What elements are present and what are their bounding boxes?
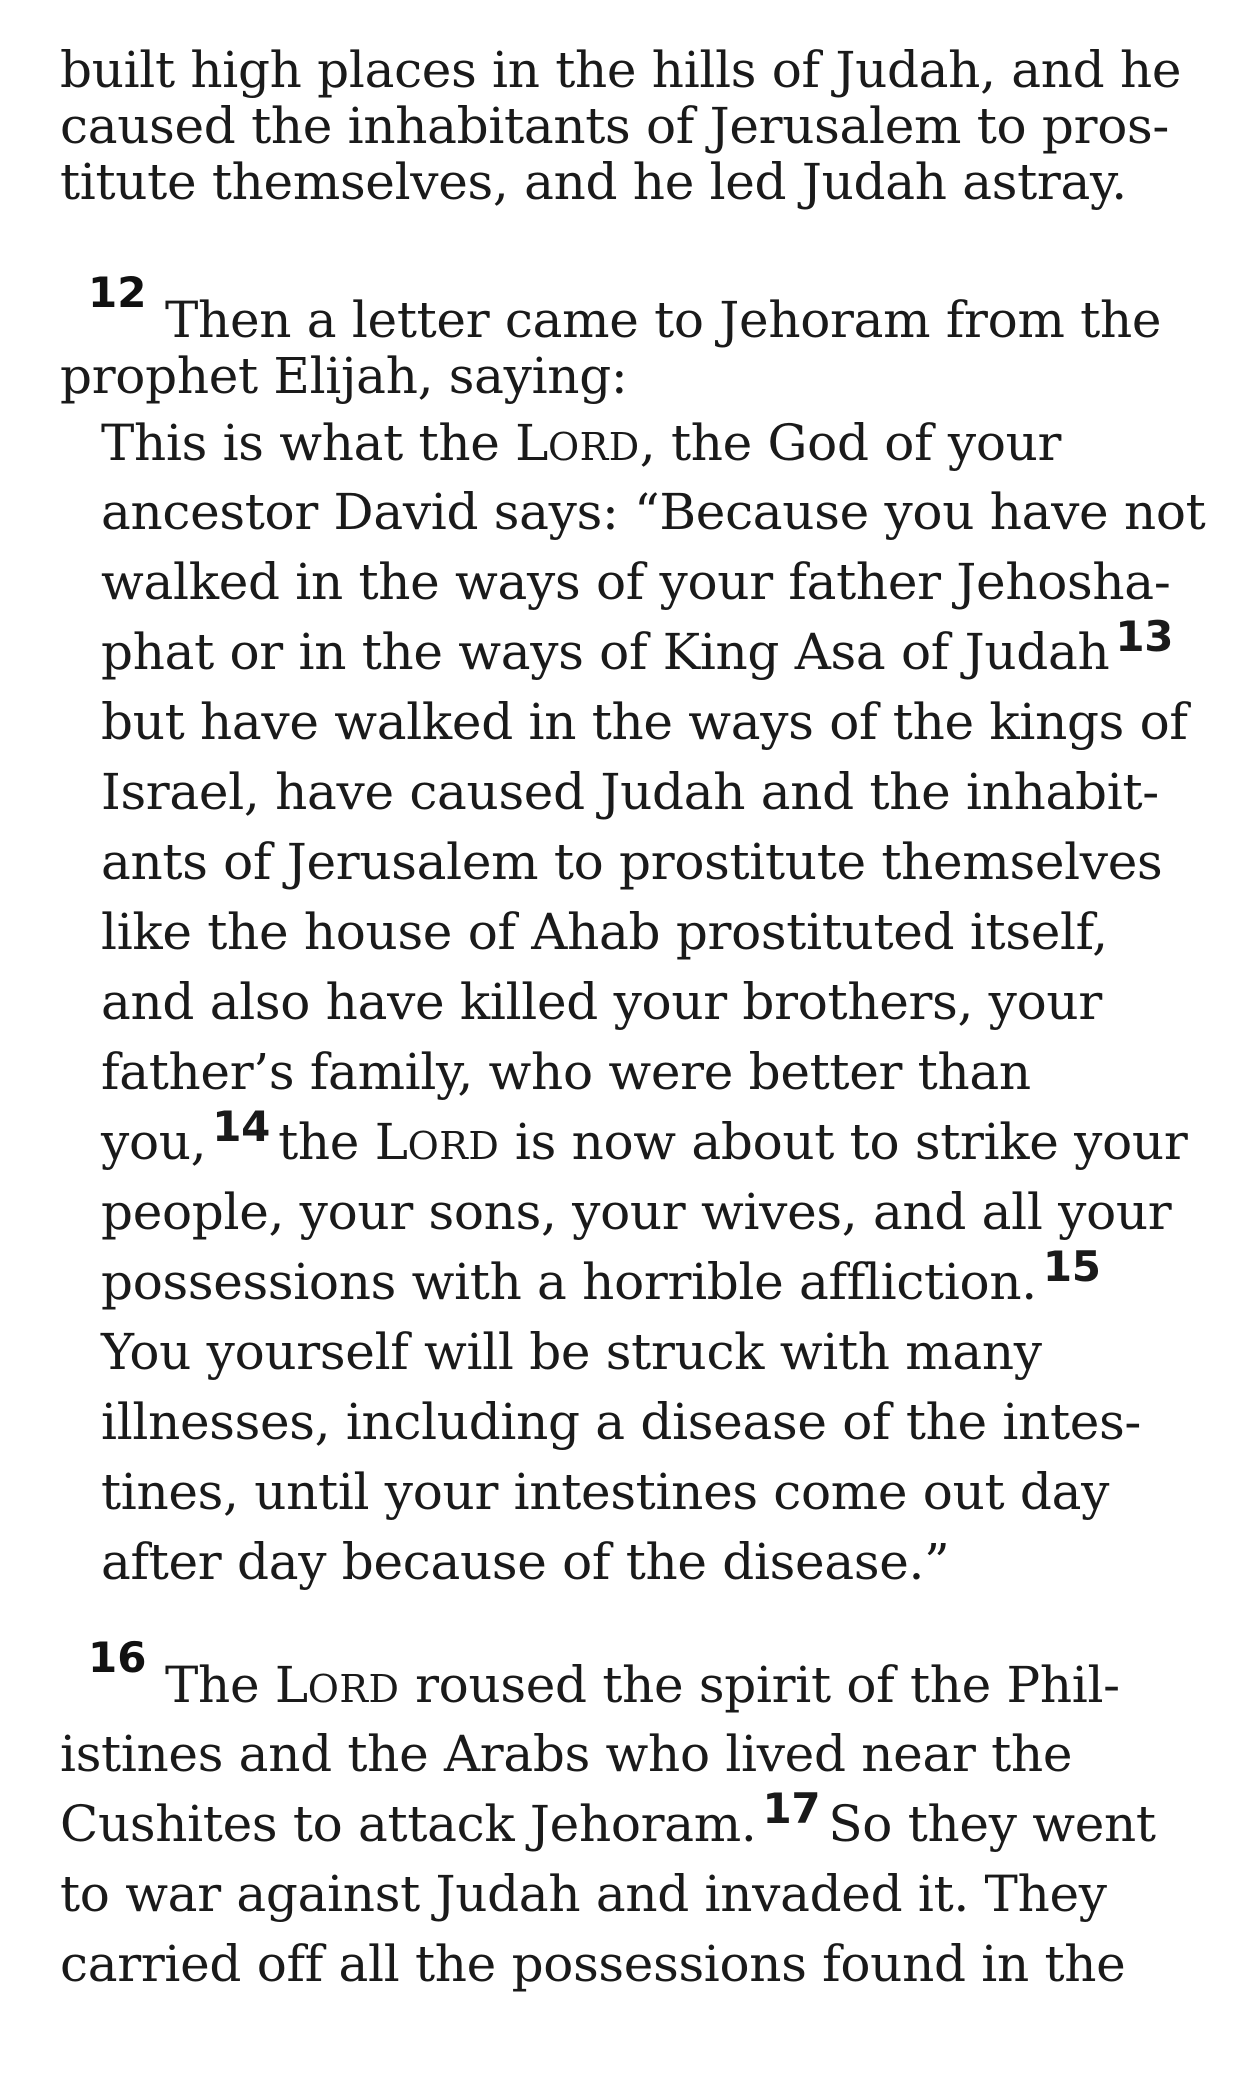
text-span: the L: [278, 1113, 408, 1171]
text-line: [101, 1242, 1109, 1315]
text-line: Israel, have caused Judah and the inhabit-: [101, 763, 1159, 821]
verse-number-15: 15: [1042, 1242, 1101, 1291]
verse-number-13: 13: [1115, 612, 1174, 661]
divine-name-small-caps: ORD: [548, 425, 640, 469]
text-line: after day because of the disease.”: [101, 1533, 950, 1591]
verse-number-14: 14: [212, 1102, 271, 1151]
text-span: , the God of your: [639, 414, 1062, 472]
text-span: possessions with a horrible affliction.: [101, 1253, 1037, 1311]
text-span: The L: [165, 1656, 308, 1714]
text-line: illnesses, including a disease of the intes-: [101, 1393, 1142, 1451]
text-span: phat or in the ways of King Asa of Judah: [101, 623, 1110, 681]
text-span: you,: [101, 1113, 207, 1171]
text-span: Cushites to attack Jehoram.: [60, 1795, 757, 1853]
text-span: is now about to strike your: [499, 1113, 1188, 1171]
text-line: [165, 1655, 1120, 1719]
divine-name-small-caps: ORD: [407, 1124, 500, 1168]
text-line: You yourself will be struck with many: [101, 1323, 1042, 1381]
text-line: [60, 1784, 1156, 1857]
verse-number-16: 16: [88, 1633, 147, 1682]
text-line: walked in the ways of your father Jehosha-: [101, 553, 1171, 611]
text-line: carried off all the possessions found in the: [60, 1935, 1126, 1993]
text-line: titute themselves, and he led Judah astray.: [60, 153, 1127, 211]
text-line: prophet Elijah, saying:: [60, 347, 628, 405]
text-line: people, your sons, your wives, and all your: [101, 1183, 1172, 1241]
text-span: roused the spirit of the Phil-: [399, 1656, 1120, 1714]
text-span: This is what the L: [101, 414, 549, 472]
divine-name-small-caps: ORD: [307, 1667, 400, 1711]
text-line: built high places in the hills of Judah, and he: [60, 41, 1182, 99]
text-line: tines, until your intestines come out day: [101, 1463, 1110, 1521]
text-span: So they went: [828, 1795, 1156, 1853]
text-line: but have walked in the ways of the kings of: [101, 693, 1188, 751]
verse-number-12: 12: [88, 268, 147, 317]
text-line: like the house of Ahab prostituted itself,: [101, 903, 1108, 961]
text-line: istines and the Arabs who lived near the: [60, 1725, 1073, 1783]
text-line: ants of Jerusalem to prostitute themselves: [101, 833, 1163, 891]
text-line: father’s family, who were better than: [101, 1043, 1031, 1101]
text-line: and also have killed your brothers, your: [101, 973, 1102, 1031]
text-line: [101, 413, 1061, 477]
text-line: [101, 1102, 1188, 1176]
text-line: [101, 612, 1181, 685]
text-line: to war against Judah and invaded it. They: [60, 1865, 1107, 1923]
text-line: caused the inhabitants of Jerusalem to pros-: [60, 97, 1169, 155]
verse-number-17: 17: [762, 1784, 821, 1833]
text-line: Then a letter came to Jehoram from the: [165, 291, 1162, 349]
text-line: ancestor David says: “Because you have not: [101, 483, 1206, 541]
